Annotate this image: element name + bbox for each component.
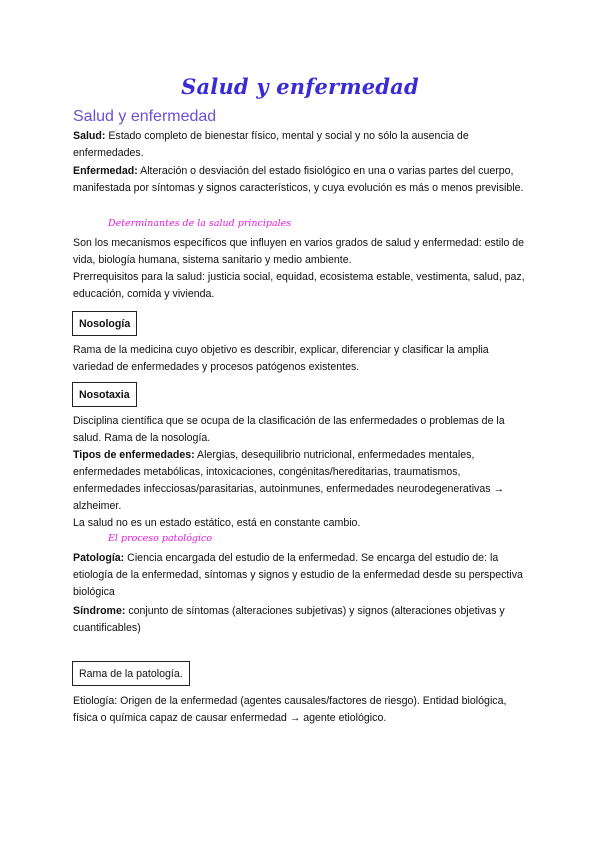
page-title: Salud y enfermedad <box>181 74 419 99</box>
tipos-term: Tipos de enfermedades: <box>73 449 195 461</box>
etiologia-text: Etiología: Origen de la enfermedad (agentes causales/factores de riesgo). Entidad biológica, física o química capaz de causar enfermedad → agente etiológico. <box>73 695 507 724</box>
nosotaxia-text: Disciplina científica que se ocupa de la clasificación de las enfermedades o problemas de la salud. Rama de la nosología. <box>73 415 505 444</box>
box-nosotaxia: Nosotaxia <box>72 382 137 407</box>
patologia-term: Patología: <box>73 552 125 564</box>
salud-definition <box>73 128 528 162</box>
nosologia-text: Rama de la medicina cuyo objetivo es describir, explicar, diferenciar y clasificar la amplia variedad de enfermedades y procesos patógenos existentes. <box>73 344 489 373</box>
sindrome-definition <box>73 603 528 637</box>
section-subtitle: Salud y enfermedad <box>73 108 217 125</box>
enfermedad-definition <box>73 163 528 197</box>
box-rama-patologia: Rama de la patología. <box>72 661 190 686</box>
enfermedad-def: Alteración o desviación del estado fisiológico en una o varias partes del cuerpo, manifestada por síntomas y signos característicos, y cuya evolución es más o menos previsible. <box>73 165 524 194</box>
tipos-def: Alergias, desequilibrio nutricional, enfermedades mentales, enfermedades metabólicas, intoxicaciones, congénitas/hereditarias, traumatismos, enfermedades infecciosas/parasitarias, autoinmunes, enfermedades neurodegenerativas → alzheimer. <box>73 449 505 512</box>
heading-determinantes: Determinantes de la salud principales <box>108 218 292 229</box>
salud-term: Salud: <box>73 130 106 142</box>
tipos-enfermedades <box>73 447 528 515</box>
sindrome-def: conjunto de síntomas (alteraciones subjetivas) y signos (alteraciones objetivas y cuantificables) <box>73 605 505 634</box>
patologia-definition <box>73 550 528 601</box>
enfermedad-term: Enfermedad: <box>73 165 138 177</box>
sindrome-term: Síndrome: <box>73 605 126 617</box>
patologia-def: Ciencia encargada del estudio de la enfermedad. Se encarga del estudio de: la etiología de la enfermedad, síntomas y signos y estudio de la enfermedad desde su perspectiva biológica <box>73 552 523 598</box>
determinantes-text: Son los mecanismos específicos que influyen en varios grados de salud y enfermedad: estilo de vida, biología humana, sistema sanitario y medio ambiente. <box>73 237 525 266</box>
box-nosologia: Nosología <box>72 311 137 336</box>
salud-def: Estado completo de bienestar físico, mental y social y no sólo la ausencia de enfermedades. <box>73 130 469 159</box>
prerrequisitos-text: Prerrequisitos para la salud: justicia social, equidad, ecosistema estable, vestimenta, salud, paz, educación, comida y vivienda. <box>73 271 525 300</box>
heading-proceso: El proceso patológico <box>108 533 213 544</box>
estado-text: La salud no es un estado estático, está en constante cambio. <box>73 517 361 529</box>
